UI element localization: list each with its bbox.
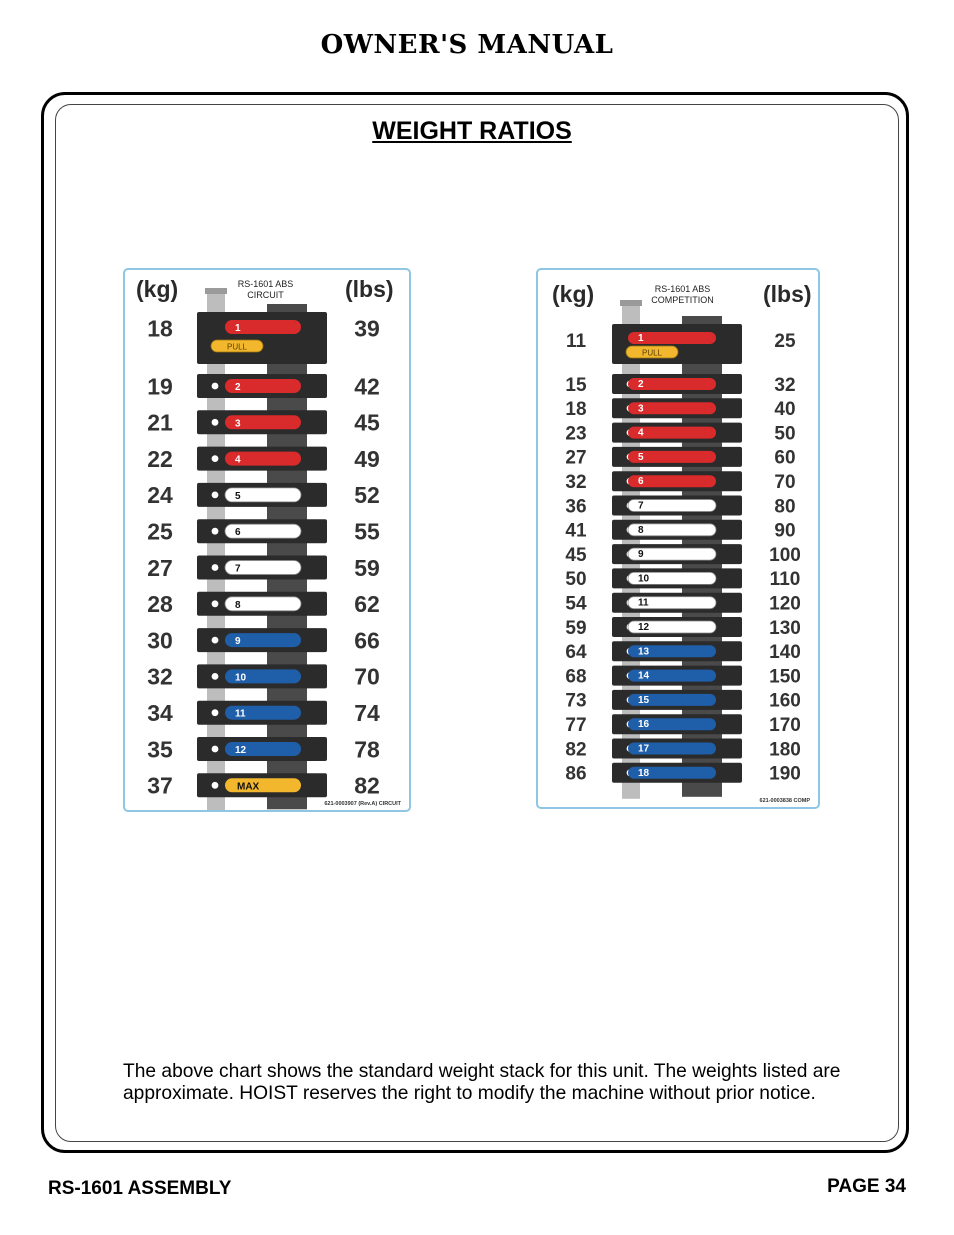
kg-value: 27 bbox=[565, 447, 587, 469]
unit-kg-header: (kg) bbox=[552, 281, 595, 307]
unit-lbs-header: (lbs) bbox=[763, 281, 812, 307]
lbs-value: 39 bbox=[354, 315, 380, 342]
lbs-value: 60 bbox=[774, 447, 796, 469]
weight-plate-row bbox=[565, 374, 795, 396]
weight-plate-row bbox=[565, 763, 800, 785]
kg-value: 15 bbox=[565, 374, 587, 396]
page-header-title: OWNER'S MANUAL bbox=[320, 30, 614, 60]
lbs-value: 90 bbox=[774, 520, 796, 542]
plate-number-label: 7 bbox=[235, 563, 241, 575]
part-code: 621-0003907 (Rev.A) CIRCUIT bbox=[324, 801, 401, 807]
pin-hole bbox=[212, 637, 219, 644]
kg-value: 28 bbox=[147, 591, 173, 618]
plate-number-label: 15 bbox=[638, 694, 650, 706]
kg-value: 18 bbox=[565, 399, 587, 421]
lbs-value: 78 bbox=[354, 736, 380, 763]
card-title-line1: RS-1601 ABS bbox=[237, 279, 294, 289]
plate-number-label: 9 bbox=[235, 636, 241, 648]
lbs-value: 49 bbox=[354, 445, 380, 472]
pin-hole bbox=[212, 782, 219, 789]
lbs-value: 45 bbox=[354, 409, 380, 436]
weight-plate-row bbox=[566, 324, 796, 364]
kg-value: 18 bbox=[147, 315, 173, 342]
lbs-value: 82 bbox=[354, 772, 380, 799]
pin-hole bbox=[212, 419, 219, 426]
pin-hole bbox=[212, 383, 219, 390]
kg-value: 32 bbox=[565, 472, 587, 494]
lbs-value: 70 bbox=[774, 472, 796, 494]
weight-plate-row bbox=[147, 518, 380, 544]
kg-value: 54 bbox=[565, 593, 587, 615]
kg-value: 82 bbox=[565, 739, 587, 761]
kg-value: 25 bbox=[147, 518, 173, 545]
section-title: WEIGHT RATIOS bbox=[372, 117, 572, 145]
plate-number-label: 18 bbox=[638, 767, 650, 779]
weight-plate-row bbox=[147, 773, 380, 799]
lbs-value: 66 bbox=[354, 627, 380, 654]
lbs-value: 170 bbox=[769, 715, 801, 737]
kg-value: 45 bbox=[565, 544, 587, 566]
weight-stack-diagram bbox=[125, 270, 409, 810]
weight-plate-row bbox=[565, 593, 800, 615]
unit-lbs-header: (lbs) bbox=[345, 276, 394, 302]
weight-plate-row bbox=[565, 471, 795, 493]
weight-plate-row bbox=[565, 496, 795, 518]
pin-hole bbox=[212, 455, 219, 462]
kg-value: 23 bbox=[565, 423, 587, 445]
kg-value: 36 bbox=[565, 496, 587, 518]
kg-value: 86 bbox=[565, 763, 587, 785]
guide-rod bbox=[207, 292, 225, 810]
kg-value: 73 bbox=[565, 690, 587, 712]
plate-number-label: 1 bbox=[235, 323, 241, 334]
weight-plate-row bbox=[565, 398, 795, 420]
lbs-value: 190 bbox=[769, 763, 801, 785]
card-title-line2: COMPETITION bbox=[651, 295, 714, 305]
plate-number-label: MAX bbox=[237, 781, 260, 793]
pin-hole bbox=[212, 746, 219, 753]
kg-value: 64 bbox=[565, 642, 587, 664]
unit-kg-header: (kg) bbox=[136, 276, 179, 302]
footer-model: RS-1601 ASSEMBLY bbox=[48, 1178, 232, 1199]
weight-plate-row bbox=[565, 447, 795, 469]
kg-value: 34 bbox=[147, 699, 173, 726]
plate-number-label: 10 bbox=[638, 573, 650, 585]
weight-plate-row bbox=[147, 591, 380, 617]
weight-plate-row bbox=[565, 423, 795, 445]
kg-value: 68 bbox=[565, 666, 587, 688]
weight-plate-row bbox=[565, 544, 800, 566]
kg-value: 59 bbox=[565, 617, 587, 639]
weight-plate-row bbox=[565, 739, 800, 761]
weight-plate-row bbox=[147, 736, 380, 762]
lbs-value: 120 bbox=[769, 593, 801, 615]
kg-value: 50 bbox=[565, 569, 587, 591]
weight-plate-row bbox=[565, 641, 800, 663]
pull-label: PULL bbox=[226, 342, 248, 352]
pin-hole bbox=[212, 564, 219, 571]
lbs-value: 40 bbox=[774, 399, 796, 421]
plate-number-label: 12 bbox=[638, 622, 650, 633]
plate-number-label: 8 bbox=[235, 599, 241, 611]
kg-value: 27 bbox=[147, 554, 173, 581]
weight-plate-row bbox=[147, 482, 380, 508]
weight-plate-row bbox=[565, 520, 795, 542]
card-title-line1: RS-1601 ABS bbox=[654, 284, 711, 294]
plate-number-label: 3 bbox=[638, 403, 644, 415]
part-code: 621-0003838 COMP bbox=[759, 798, 810, 804]
plate-number-label: 6 bbox=[235, 527, 241, 539]
plate-number-label: 17 bbox=[638, 743, 650, 755]
kg-value: 32 bbox=[147, 663, 173, 690]
weight-plate-row bbox=[565, 714, 800, 736]
lbs-value: 52 bbox=[354, 482, 380, 509]
weight-plate-row bbox=[147, 373, 380, 399]
weight-card-circuit bbox=[123, 268, 411, 812]
plate-number-label: 5 bbox=[638, 451, 644, 463]
weight-plate-row bbox=[147, 312, 380, 364]
plate-number-label: 11 bbox=[235, 708, 246, 720]
plate-number-label: 2 bbox=[235, 382, 241, 393]
weight-plate-row bbox=[147, 410, 380, 436]
plate-number-label: 14 bbox=[638, 670, 650, 682]
lbs-value: 55 bbox=[354, 518, 380, 545]
kg-value: 37 bbox=[147, 772, 173, 799]
lbs-value: 150 bbox=[769, 666, 801, 688]
weight-plate bbox=[197, 312, 327, 364]
weight-plate-row bbox=[147, 446, 380, 472]
weight-stack-diagram bbox=[538, 270, 818, 807]
footer-page-number: PAGE 34 bbox=[827, 1176, 906, 1197]
weight-plate-row bbox=[147, 555, 380, 581]
weight-plate-row bbox=[147, 700, 380, 726]
lbs-value: 50 bbox=[774, 423, 796, 445]
kg-value: 11 bbox=[565, 330, 587, 352]
weight-plate-row bbox=[147, 664, 380, 690]
weight-plate-row bbox=[565, 666, 800, 688]
kg-value: 30 bbox=[147, 627, 173, 654]
pin-hole bbox=[212, 673, 219, 680]
lbs-value: 140 bbox=[769, 642, 801, 664]
weight-plate-row bbox=[565, 690, 800, 712]
plate-number-label: 1 bbox=[638, 333, 644, 344]
weight-plate-row bbox=[565, 568, 800, 590]
lbs-value: 62 bbox=[354, 591, 380, 618]
kg-value: 35 bbox=[147, 736, 173, 763]
lbs-value: 160 bbox=[769, 690, 801, 712]
plate-number-label: 16 bbox=[638, 719, 650, 731]
lbs-value: 25 bbox=[774, 330, 796, 352]
weight-plate-row bbox=[147, 627, 380, 653]
pin-hole bbox=[212, 528, 219, 535]
plate-number-label: 3 bbox=[235, 418, 241, 430]
plate-number-label: 10 bbox=[235, 672, 247, 684]
kg-value: 19 bbox=[147, 373, 173, 400]
kg-value: 21 bbox=[147, 409, 173, 436]
lbs-value: 80 bbox=[774, 496, 796, 518]
lbs-value: 32 bbox=[774, 374, 796, 396]
pin-hole bbox=[212, 492, 219, 499]
plate-number-label: 7 bbox=[638, 500, 644, 512]
kg-value: 41 bbox=[565, 520, 587, 542]
lbs-value: 74 bbox=[354, 699, 380, 726]
lbs-value: 110 bbox=[769, 569, 801, 591]
plate-number-label: 9 bbox=[638, 549, 644, 561]
plate-number-label: 4 bbox=[638, 427, 644, 439]
plate-number-label: 12 bbox=[235, 745, 247, 756]
kg-value: 22 bbox=[147, 445, 173, 472]
disclaimer-note: The above chart shows the standard weight stack for this unit. The weights listed are approximate. HOIST reserves the right to modify the machine without prior notice. bbox=[123, 1061, 841, 1104]
plate-number-label: 2 bbox=[638, 379, 644, 390]
rod-cap bbox=[205, 288, 227, 294]
lbs-value: 180 bbox=[769, 739, 801, 761]
weight-card-competition bbox=[536, 268, 820, 809]
lbs-value: 100 bbox=[769, 544, 801, 566]
pull-label: PULL bbox=[641, 348, 663, 358]
card-title-line2: CIRCUIT bbox=[247, 290, 284, 300]
plate-number-label: 6 bbox=[638, 476, 644, 488]
plate-number-label: 5 bbox=[235, 490, 241, 502]
lbs-value: 130 bbox=[769, 617, 801, 639]
lbs-value: 70 bbox=[354, 663, 380, 690]
weight-plate-row bbox=[565, 617, 800, 639]
kg-value: 24 bbox=[147, 482, 173, 509]
plate-number-label: 8 bbox=[638, 524, 644, 536]
lbs-value: 42 bbox=[354, 373, 380, 400]
plate-number-label: 4 bbox=[235, 454, 241, 466]
lbs-value: 59 bbox=[354, 554, 380, 581]
plate-number-label: 13 bbox=[638, 646, 650, 658]
kg-value: 77 bbox=[565, 715, 587, 737]
pin-hole bbox=[212, 600, 219, 607]
plate-number-label: 11 bbox=[638, 597, 649, 609]
rod-cap bbox=[620, 300, 642, 306]
pin-hole bbox=[212, 709, 219, 716]
